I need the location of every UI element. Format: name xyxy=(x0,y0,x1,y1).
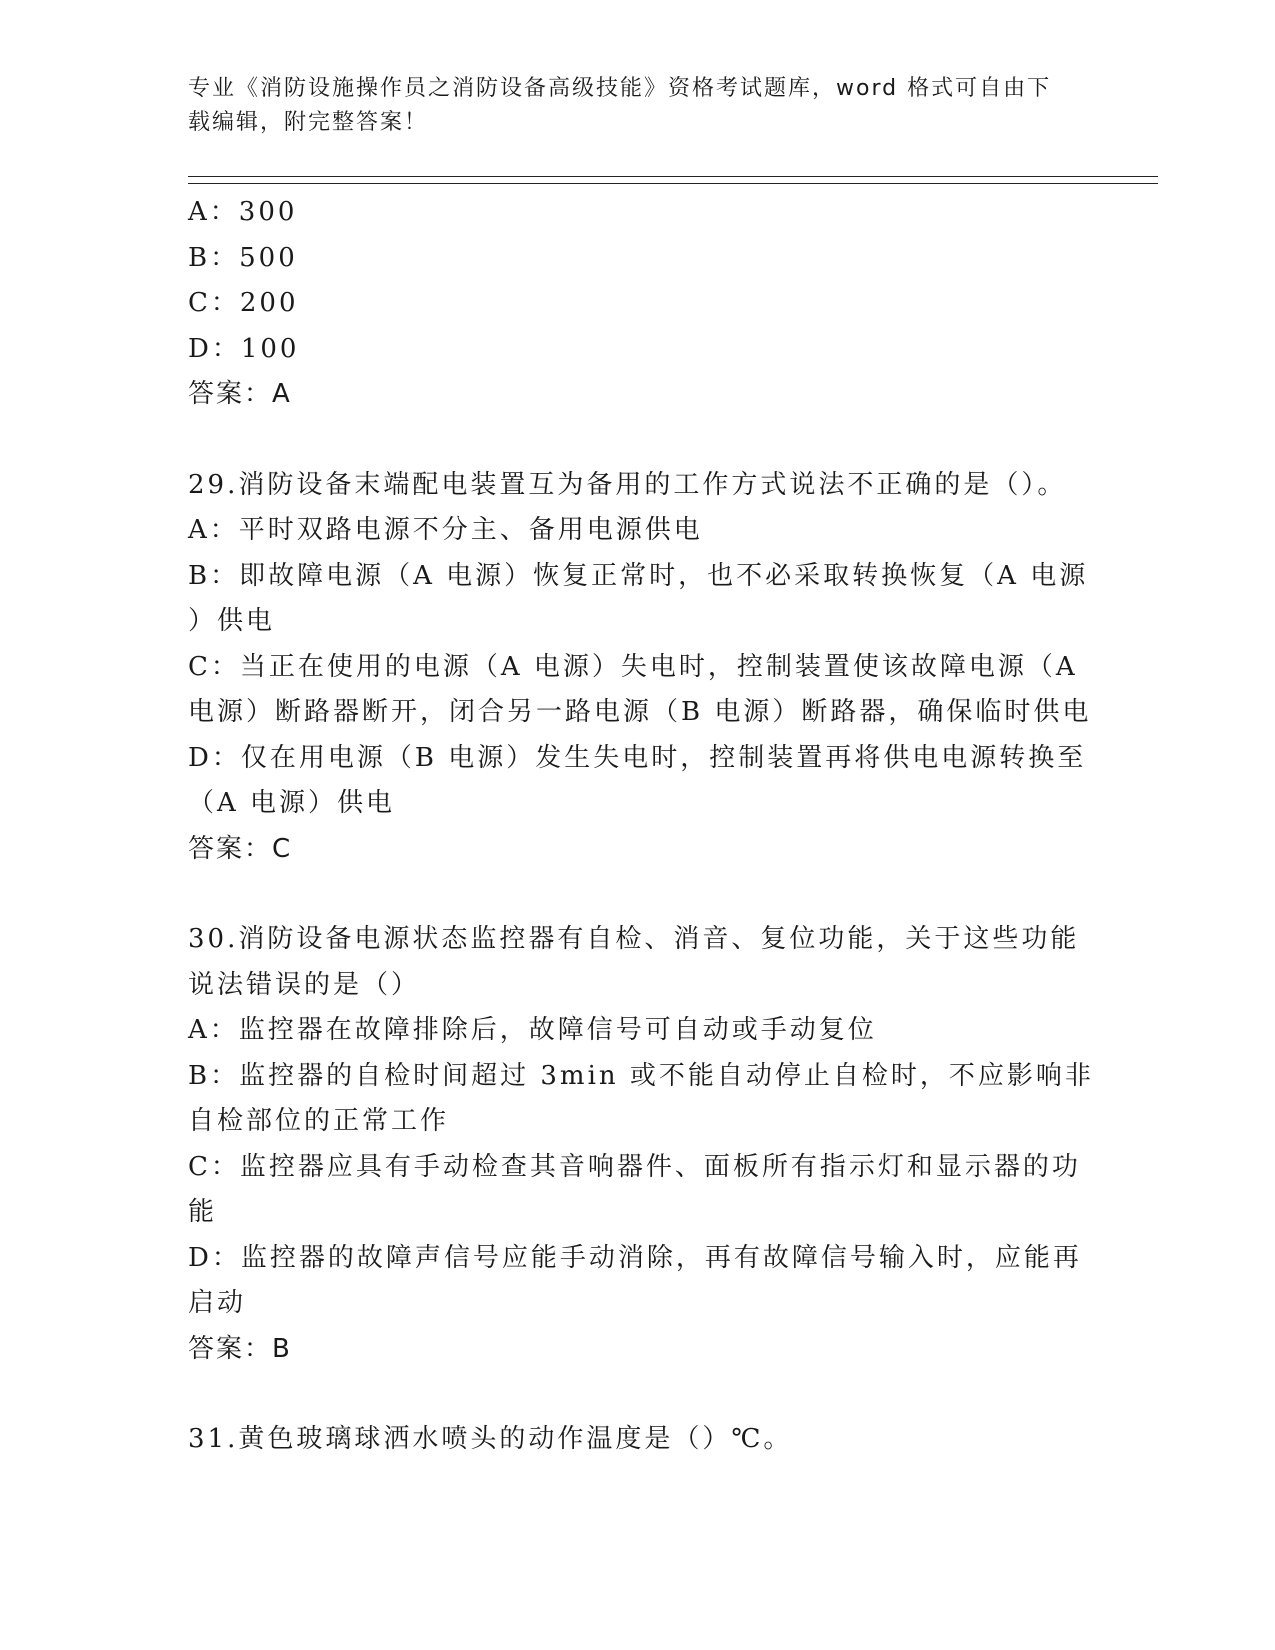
header-line-2: 载编辑，附完整答案！ xyxy=(188,110,429,135)
option-b-line-1: B：即故障电源（A 电源）恢复正常时，也不必采取转换恢复（A 电源 xyxy=(188,560,1089,591)
header-line-1: 专业《消防设施操作员之消防设备高级技能》资格考试题库，word 格式可自由下 xyxy=(188,76,1052,101)
question-text: 31.黄色玻璃球洒水喷头的动作温度是（）℃。 xyxy=(188,1424,793,1454)
option-c-line-2: 能 xyxy=(188,1197,218,1227)
question-30 xyxy=(188,917,1094,1372)
answer-line: 答案：B xyxy=(188,1333,292,1364)
question-29 xyxy=(188,463,1092,873)
option-c-line-1: C：当正在使用的电源（A 电源）失电时，控制装置使该故障电源（A xyxy=(188,651,1078,682)
option-d-line-2: （A 电源）供电 xyxy=(188,788,396,818)
answer-line: 答案：C xyxy=(188,833,293,864)
question-text: 29.消防设备末端配电装置互为备用的工作方式说法不正确的是（）。 xyxy=(188,469,1067,500)
spacer xyxy=(188,1372,1088,1417)
answer-line: 答案：A xyxy=(188,379,292,409)
option-d-line-1: D：监控器的故障声信号应能手动消除，再有故障信号输入时，应能再 xyxy=(188,1242,1082,1273)
option-c-line-1: C：监控器应具有手动检查其音响器件、面板所有指示灯和显示器的功 xyxy=(188,1151,1081,1182)
header-divider-top xyxy=(188,176,1158,177)
question-text-line-1: 30.消防设备电源状态监控器有自检、消音、复位功能，关于这些功能 xyxy=(188,924,1080,954)
option-a: A：平时双路电源不分主、备用电源供电 xyxy=(188,515,703,545)
option-b-line-2: ）供电 xyxy=(188,606,276,636)
option-a: A：监控器在故障排除后，故障信号可自动或手动复位 xyxy=(188,1015,877,1045)
option-b-line-2: 自检部位的正常工作 xyxy=(188,1106,450,1136)
option-c-line-2: 电源）断路器断开，闭合另一路电源（B 电源）断路器，确保临时供电 xyxy=(188,697,1092,727)
header-divider-bottom xyxy=(188,183,1158,184)
option-b-line-1: B：监控器的自检时间超过 3min 或不能自动停止自检时，不应影响非 xyxy=(188,1060,1094,1091)
option-b: B：500 xyxy=(188,242,298,273)
option-d-line-2: 启动 xyxy=(188,1288,247,1318)
spacer xyxy=(188,418,1088,463)
option-d: D：100 xyxy=(188,333,300,364)
option-d-line-1: D：仅在用电源（B 电源）发生失电时，控制装置再将供电电源转换至 xyxy=(188,742,1087,773)
question-31 xyxy=(188,1417,1088,1463)
question-text-line-2: 说法错误的是（） xyxy=(188,969,421,1000)
document-header xyxy=(188,72,1068,140)
spacer xyxy=(188,872,1088,917)
question-28 xyxy=(188,190,1088,418)
option-a: A：300 xyxy=(188,197,298,227)
option-c: C：200 xyxy=(188,288,299,318)
question-content xyxy=(188,190,1094,1463)
